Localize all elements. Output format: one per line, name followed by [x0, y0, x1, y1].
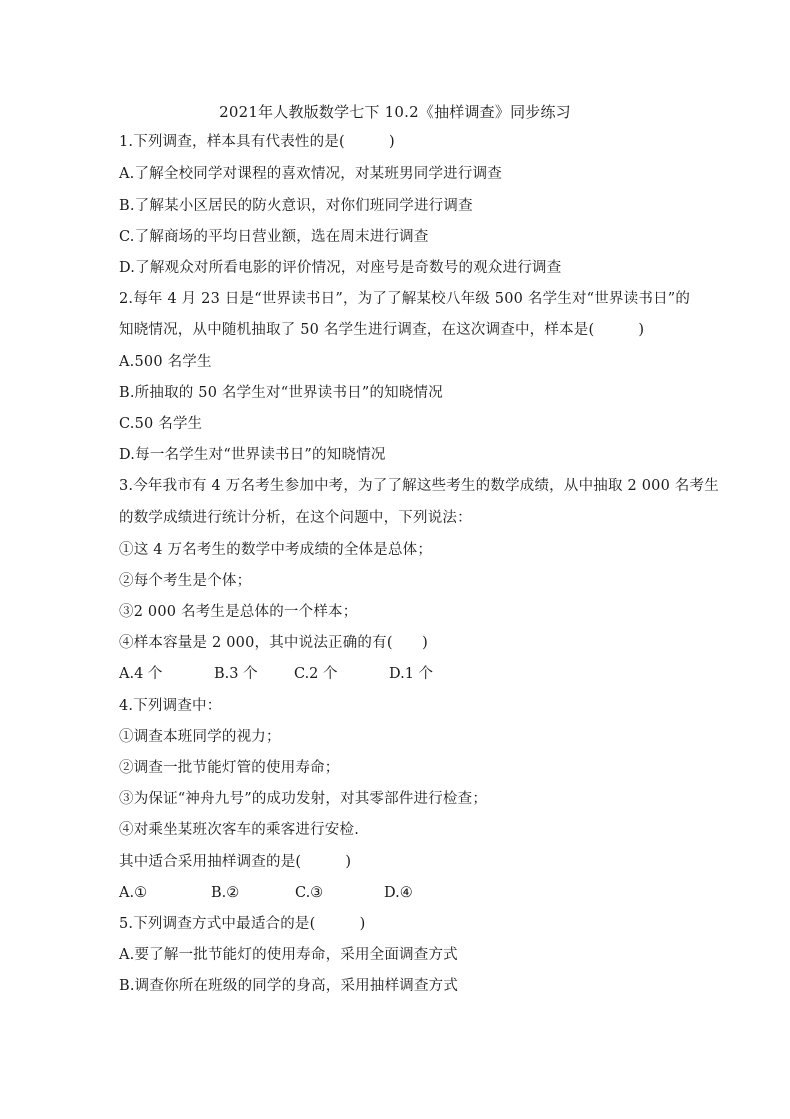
- q4-statement-3: ③为保证“神舟九号”的成功发射，对其零部件进行检查；: [119, 791, 488, 807]
- q4-statement-4: ④对乘坐某班次客车的乘客进行安检.: [119, 822, 360, 838]
- q1-option-b: B.了解某小区居民的防火意识，对你们班同学进行调查: [119, 198, 473, 214]
- q3-stem-line1: 3.今年我市有 4 万名考生参加中考，为了了解这些考生的数学成绩，从中抽取 2 000 名考生: [119, 478, 719, 494]
- q3-option-b: B.3 个: [214, 666, 258, 682]
- q3-statement-3: ③2 000 名考生是总体的一个样本；: [119, 604, 358, 620]
- q2-stem-line2: 知晓情况，从中随机抽取了 50 名学生进行调查，在这次调查中，样本是( ): [119, 322, 645, 338]
- q4-statement-2: ②调查一批节能灯管的使用寿命；: [119, 760, 340, 776]
- q3-options: [119, 663, 679, 685]
- q3-statement-2: ②每个考生是个体；: [119, 573, 252, 589]
- q1-option-a: A.了解全校同学对课程的喜欢情况，对某班男同学进行调查: [119, 166, 502, 182]
- q4-option-a: A.①: [119, 885, 148, 901]
- q5-option-b: B.调查你所在班级的同学的身高，采用抽样调查方式: [119, 978, 459, 994]
- q4-ask: 其中适合采用抽样调查的是( ): [119, 854, 352, 870]
- q2-option-c: C.50 名学生: [119, 416, 203, 432]
- page-title: 2021年人教版数学七下 10.2《抽样调查》同步练习: [219, 103, 571, 121]
- q4-options: [119, 882, 679, 904]
- q2-option-b: B.所抽取的 50 名学生对“世界读书日”的知晓情况: [119, 385, 443, 401]
- q3-stem-line2: 的数学成绩进行统计分析，在这个问题中，下列说法：: [119, 510, 472, 526]
- q4-stem: 4.下列调查中：: [119, 698, 222, 714]
- q4-option-d: D.④: [384, 885, 413, 901]
- q3-option-c: C.2 个: [294, 666, 338, 682]
- q3-option-d: D.1 个: [389, 666, 434, 682]
- q1-stem: 1.下列调查，样本具有代表性的是( ): [119, 134, 395, 150]
- q5-option-a: A.要了解一批节能灯的使用寿命，采用全面调查方式: [119, 947, 458, 963]
- q5-stem: 5.下列调查方式中最适合的是( ): [119, 916, 366, 932]
- q2-stem-line1: 2.每年 4 月 23 日是“世界读书日”，为了了解某校八年级 500 名学生对“世界读书日”的: [119, 291, 691, 307]
- q1-option-d: D.了解观众对所看电影的评价情况，对座号是奇数号的观众进行调查: [119, 260, 562, 276]
- q4-option-b: B.②: [211, 885, 240, 901]
- q2-option-d: D.每一名学生对“世界读书日”的知晓情况: [119, 447, 386, 463]
- q3-option-a: A.4 个: [119, 666, 163, 682]
- q3-statement-4: ④样本容量是 2 000，其中说法正确的有( ): [119, 635, 428, 651]
- q4-option-c: C.③: [295, 885, 324, 901]
- q1-option-c: C.了解商场的平均日营业额，选在周末进行调查: [119, 229, 429, 245]
- q4-statement-1: ①调查本班同学的视力；: [119, 729, 281, 745]
- q3-statement-1: ①这 4 万名考生的数学中考成绩的全体是总体；: [119, 542, 433, 558]
- q2-option-a: A.500 名学生: [119, 354, 212, 370]
